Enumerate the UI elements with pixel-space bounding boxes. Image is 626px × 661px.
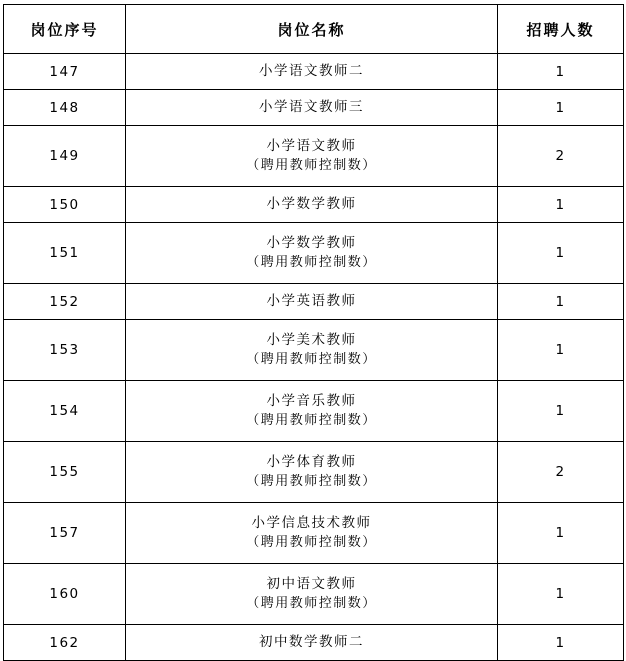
cell-position-name <box>126 320 498 381</box>
position-name-line: 小学语文教师 <box>266 138 357 155</box>
column-header-recruit-count: 招聘人数 <box>498 5 624 54</box>
position-name-line: 小学美术教师 <box>266 332 357 349</box>
cell-position-name <box>126 503 498 564</box>
cell-recruit-count: 1 <box>498 320 624 381</box>
position-name-line: 小学语文教师三 <box>259 99 364 116</box>
table-body <box>4 54 624 661</box>
cell-recruit-count: 2 <box>498 442 624 503</box>
cell-recruit-count: 2 <box>498 126 624 187</box>
position-name-subline: （聘用教师控制数） <box>246 413 377 429</box>
cell-recruit-count: 1 <box>498 187 624 223</box>
table-row <box>4 126 624 187</box>
cell-position-name <box>126 54 498 90</box>
table-row <box>4 503 624 564</box>
table-header-row <box>4 5 624 54</box>
cell-position-code: 149 <box>4 126 126 187</box>
cell-position-code: 148 <box>4 90 126 126</box>
cell-position-name <box>126 187 498 223</box>
cell-position-code: 160 <box>4 564 126 625</box>
position-name-subline: （聘用教师控制数） <box>246 255 377 271</box>
cell-position-code: 155 <box>4 442 126 503</box>
column-header-position-code: 岗位序号 <box>4 5 126 54</box>
position-name-line: 初中语文教师 <box>266 576 357 593</box>
cell-position-name <box>126 564 498 625</box>
position-name-line: 小学信息技术教师 <box>251 515 372 532</box>
cell-position-code: 147 <box>4 54 126 90</box>
table-row <box>4 625 624 661</box>
cell-position-name <box>126 442 498 503</box>
cell-position-code: 154 <box>4 381 126 442</box>
table-row <box>4 90 624 126</box>
table-header <box>4 5 624 54</box>
recruitment-positions-table <box>3 4 624 661</box>
cell-position-name <box>126 381 498 442</box>
position-name-subline: （聘用教师控制数） <box>246 596 377 612</box>
table-row <box>4 564 624 625</box>
table-row <box>4 381 624 442</box>
cell-recruit-count: 1 <box>498 54 624 90</box>
cell-position-code: 153 <box>4 320 126 381</box>
table-row <box>4 320 624 381</box>
position-name-subline: （聘用教师控制数） <box>246 535 377 551</box>
column-header-position-name: 岗位名称 <box>126 5 498 54</box>
cell-position-name <box>126 223 498 284</box>
position-name-line: 小学体育教师 <box>266 454 357 471</box>
table-row <box>4 442 624 503</box>
cell-position-name <box>126 625 498 661</box>
table-row <box>4 54 624 90</box>
cell-position-code: 151 <box>4 223 126 284</box>
cell-position-code: 150 <box>4 187 126 223</box>
cell-position-name <box>126 284 498 320</box>
cell-recruit-count: 1 <box>498 564 624 625</box>
cell-position-name <box>126 90 498 126</box>
cell-position-code: 162 <box>4 625 126 661</box>
table-row <box>4 223 624 284</box>
table-row <box>4 187 624 223</box>
cell-recruit-count: 1 <box>498 503 624 564</box>
cell-recruit-count: 1 <box>498 223 624 284</box>
cell-position-code: 157 <box>4 503 126 564</box>
position-name-line: 初中数学教师二 <box>259 634 364 651</box>
position-name-subline: （聘用教师控制数） <box>246 474 377 490</box>
position-name-subline: （聘用教师控制数） <box>246 352 377 368</box>
table-row <box>4 284 624 320</box>
cell-position-name <box>126 126 498 187</box>
position-name-line: 小学语文教师二 <box>259 63 364 80</box>
cell-recruit-count: 1 <box>498 625 624 661</box>
cell-recruit-count: 1 <box>498 284 624 320</box>
cell-recruit-count: 1 <box>498 90 624 126</box>
cell-position-code: 152 <box>4 284 126 320</box>
position-name-line: 小学音乐教师 <box>266 393 357 410</box>
position-name-line: 小学数学教师 <box>266 235 357 252</box>
position-name-line: 小学数学教师 <box>266 196 357 213</box>
position-name-subline: （聘用教师控制数） <box>246 158 377 174</box>
cell-recruit-count: 1 <box>498 381 624 442</box>
position-name-line: 小学英语教师 <box>266 293 357 310</box>
